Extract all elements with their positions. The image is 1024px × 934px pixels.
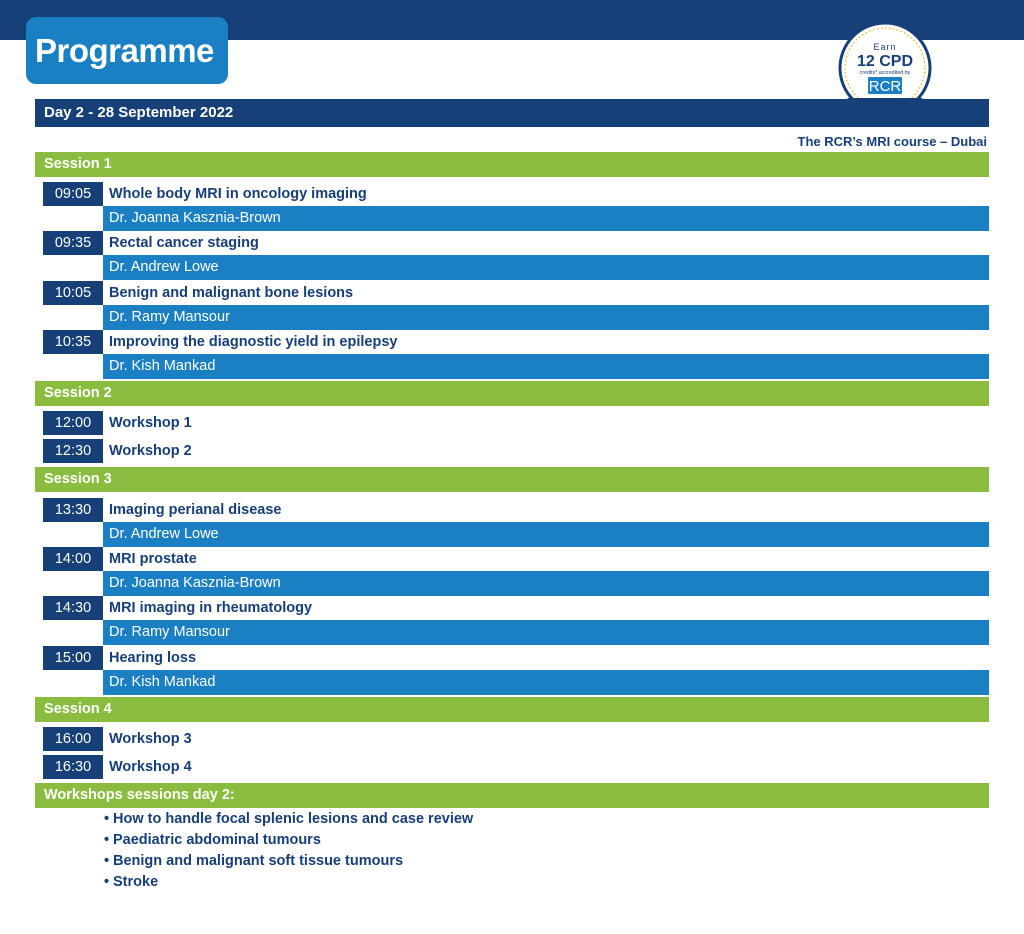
talk-title: Hearing loss [109,650,197,666]
badge-cpd: 12 CPD [856,53,914,70]
talk-title: MRI prostate [109,551,197,567]
talk-title: Whole body MRI in oncology imaging [109,186,367,202]
speaker-name: Dr. Kish Mankad [103,354,989,379]
speaker-name: Dr. Joanna Kasznia-Brown [103,206,989,231]
workshops-header: Workshops sessions day 2: [35,783,989,808]
badge-rcr: RCR [868,78,902,95]
time-slot: 16:30 [43,755,103,779]
talk-title: Workshop 1 [109,415,192,431]
list-item [104,809,473,830]
course-name: The RCR’s MRI course – Dubai [797,134,987,149]
list-item [104,851,473,872]
speaker-name: Dr. Andrew Lowe [103,255,989,280]
session-header: Session 2 [35,381,989,406]
speaker-name: Dr. Ramy Mansour [103,305,989,330]
workshop-topic: Stroke [113,874,159,890]
talk-title: Workshop 3 [109,731,192,747]
bullet-icon: • [104,853,110,869]
speaker-name: Dr. Ramy Mansour [103,620,989,645]
talk-title: Rectal cancer staging [109,235,259,251]
time-slot: 12:00 [43,411,103,435]
session-header: Session 4 [35,697,989,722]
time-slot: 16:00 [43,727,103,751]
workshop-topic: Paediatric abdominal tumours [113,832,321,848]
talk-title: Benign and malignant bone lesions [109,285,354,301]
talk-title: Workshop 4 [109,759,192,775]
time-slot: 10:35 [43,330,103,354]
talk-title: MRI imaging in rheumatology [109,600,313,616]
workshop-topic: Benign and malignant soft tissue tumours [113,853,404,869]
bullet-icon: • [104,811,110,827]
workshop-topic: How to handle focal splenic lesions and case review [113,811,474,827]
session-header: Session 3 [35,467,989,492]
time-slot: 09:35 [43,231,103,255]
time-slot: 14:30 [43,596,103,620]
badge-accredited: credits* accredited by [859,70,911,76]
time-slot: 12:30 [43,439,103,463]
talk-title: Imaging perianal disease [109,502,282,518]
session-header: Session 1 [35,152,989,177]
speaker-name: Dr. Joanna Kasznia-Brown [103,571,989,596]
programme-title: Programme [26,17,228,84]
time-slot: 10:05 [43,281,103,305]
badge-earn: Earn [873,42,897,52]
time-slot: 14:00 [43,547,103,571]
talk-title: Improving the diagnostic yield in epilepsy [109,334,398,350]
speaker-name: Dr. Kish Mankad [103,670,989,695]
workshops-list [104,809,473,893]
list-item [104,872,473,893]
time-slot: 13:30 [43,498,103,522]
talk-title: Workshop 2 [109,443,192,459]
speaker-name: Dr. Andrew Lowe [103,522,989,547]
time-slot: 15:00 [43,646,103,670]
day-header: Day 2 - 28 September 2022 [35,99,989,127]
bullet-icon: • [104,874,110,890]
time-slot: 09:05 [43,182,103,206]
list-item [104,830,473,851]
bullet-icon: • [104,832,110,848]
